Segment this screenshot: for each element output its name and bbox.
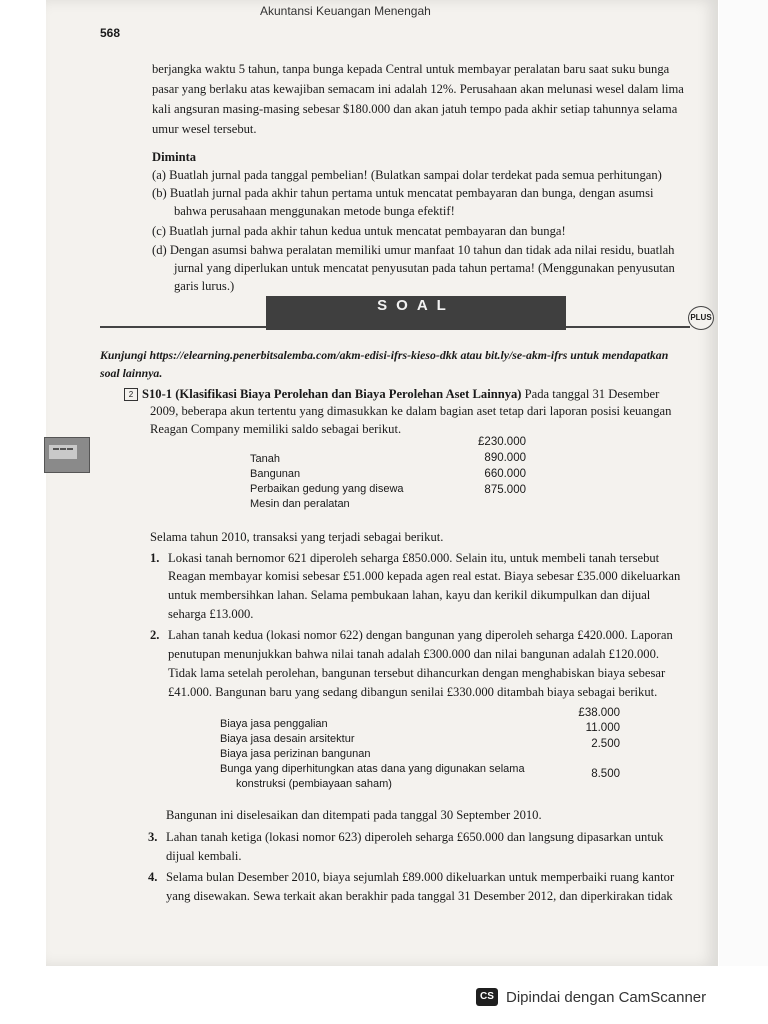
balance-value: 890.000 bbox=[484, 452, 526, 464]
cost-value: £38.000 bbox=[578, 707, 620, 719]
page-number: 568 bbox=[100, 26, 121, 40]
item-number: 3. bbox=[148, 830, 158, 844]
cost-label: Biaya jasa desain arsitektur bbox=[220, 733, 355, 745]
plus-badge: PLUS bbox=[688, 306, 714, 330]
diminta-item-d-cont: jurnal yang diperlukan untuk mencatat penyusutan pada tahun pertama! (Menggunakan penyusutan bbox=[174, 261, 675, 275]
item2-line: Tidak lama setelah perolehan, bangunan tersebut dihancurkan dengan menghabiskan biaya sebesar bbox=[168, 666, 666, 680]
problem-line: 2009, beberapa akun tertentu yang dimasukkan ke dalam bagian aset tetap dari laporan posisi keuangan bbox=[150, 404, 672, 418]
problem-title: S10-1 (Klasifikasi Biaya Perolehan dan Biaya Perolehan Aset Lainnya) bbox=[142, 387, 522, 401]
camscanner-footer bbox=[476, 982, 754, 1012]
balance-value: 875.000 bbox=[484, 484, 526, 496]
camscanner-logo-icon: CS bbox=[476, 988, 498, 1006]
balance-value: £230.000 bbox=[478, 436, 526, 448]
cost-value: 2.500 bbox=[591, 738, 620, 750]
item2-line: penutupan menunjukkan bahwa nilai tanah adalah £300.000 dan nilai bangunan adalah £120.000. bbox=[168, 647, 660, 661]
bangunan-line: Bangunan ini diselesaikan dan ditempati pada tanggal 30 September 2010. bbox=[166, 808, 542, 822]
item3-line: Lahan tanah ketiga (lokasi nomor 623) diperoleh seharga £650.000 dan langsung dipasarkan untuk bbox=[166, 830, 664, 844]
item3-line: dijual kembali. bbox=[166, 849, 242, 863]
camscanner-text: Dipindai dengan CamScanner bbox=[506, 988, 707, 1006]
difficulty-level-badge: 2 bbox=[124, 388, 138, 401]
balance-label: Perbaikan gedung yang disewa bbox=[250, 483, 404, 495]
intro-line: berjangka waktu 5 tahun, tanpa bunga kepada Central untuk membayar peralatan baru saat suku bunga bbox=[152, 62, 670, 76]
diminta-heading: Diminta bbox=[152, 150, 197, 164]
diminta-item-a: (a) Buatlah jurnal pada tanggal pembelian! (Bulatkan sampai dolar terdekat pada semua perhitungan) bbox=[152, 168, 662, 182]
item-number: 4. bbox=[148, 870, 158, 884]
book-title: Akuntansi Keuangan Menengah bbox=[260, 4, 431, 18]
intro-line: kali angsuran masing-masing sebesar $180.000 dan akan jatuh tempo pada akhir setiap tahunnya selama bbox=[152, 102, 678, 116]
cost-label: Biaya jasa perizinan bangunan bbox=[220, 748, 371, 760]
problem-title-rest: Pada tanggal 31 Desember bbox=[521, 387, 660, 401]
diminta-item-b: (b) Buatlah jurnal pada akhir tahun pertama untuk mencatat pembayaran dan bunga, dengan asumsi bbox=[152, 186, 654, 200]
selama-line: Selama tahun 2010, transaksi yang terjadi sebagai berikut. bbox=[150, 530, 444, 544]
kunjungi-prefix: Kunjungi bbox=[100, 348, 150, 362]
item4-line: yang disewakan. Sewa terkait akan berakhir pada tanggal 31 Desember 2012, dan diperkirakan tidak bbox=[166, 889, 673, 903]
diminta-item-d-cont: garis lurus.) bbox=[174, 279, 235, 293]
cost-value: 11.000 bbox=[585, 722, 620, 734]
balance-value: 660.000 bbox=[484, 468, 526, 480]
diminta-item-c: (c) Buatlah jurnal pada akhir tahun kedua untuk mencatat pembayaran dan bunga! bbox=[152, 224, 566, 238]
cost-value: 8.500 bbox=[591, 768, 620, 780]
cost-label-cont: konstruksi (pembiayaan saham) bbox=[236, 778, 392, 790]
problem-margin-icon bbox=[44, 437, 90, 473]
balance-label: Bangunan bbox=[250, 468, 301, 480]
cost-label: Biaya jasa penggalian bbox=[220, 718, 328, 730]
item1-line: Lokasi tanah bernomor 621 diperoleh seharga £850.000. Selain itu, untuk membeli tanah tersebut bbox=[168, 551, 660, 565]
item1-line: seharga £13.000. bbox=[168, 607, 254, 621]
cost-label: Bunga yang diperhitungkan atas dana yang digunakan selama bbox=[220, 763, 525, 775]
running-header bbox=[100, 4, 718, 38]
item4-line: Selama bulan Desember 2010, biaya sejumlah £89.000 dikeluarkan untuk memperbaiki ruang kantor bbox=[166, 870, 675, 884]
item2-line: £41.000. Bangunan baru yang sedang dibangun senilai £330.000 ditambah biaya sebagai berikut. bbox=[168, 685, 658, 699]
intro-line: pasar yang berlaku atas kewajiban semacam ini adalah 12%. Perusahaan akan melunasi wesel dalam lima bbox=[152, 82, 684, 96]
balance-label: Mesin dan peralatan bbox=[250, 498, 350, 510]
item2-line: Lahan tanah kedua (lokasi nomor 622) dengan bangunan yang diperoleh seharga £420.000. Laporan bbox=[168, 628, 673, 642]
diminta-item-d: (d) Dengan asumsi bahwa peralatan memiliki umur manfaat 10 tahun dan tidak ada nilai residu, buatlah bbox=[152, 243, 675, 257]
item1-line: Reagan membayar komisi sebesar £51.000 kepada agen real estat. Biaya sebesar £35.000 dikeluarkan bbox=[168, 569, 681, 583]
problem-line: Reagan Company memiliki saldo sebagai berikut. bbox=[150, 422, 402, 436]
problem-title-line bbox=[124, 385, 659, 403]
soal-banner: SOAL bbox=[266, 296, 566, 330]
intro-line: umur wesel tersebut. bbox=[152, 122, 257, 136]
item-number: 2. bbox=[150, 628, 160, 642]
kunjungi-line bbox=[100, 346, 668, 364]
page-gutter bbox=[719, 0, 768, 966]
item1-line: untuk membersihkan lahan. Selama pembukaan lahan, kayu dan kerikil dikumpulkan dan dijual bbox=[168, 588, 651, 602]
kunjungi-line-2: soal lainnya. bbox=[100, 366, 163, 380]
diminta-item-b-cont: bahwa perusahaan menggunakan metode bunga efektif! bbox=[174, 204, 455, 218]
item-number: 1. bbox=[150, 551, 160, 565]
kunjungi-suffix: untuk mendapatkan bbox=[567, 348, 669, 362]
balance-label: Tanah bbox=[250, 453, 280, 465]
kunjungi-url[interactable]: https://elearning.penerbitsalemba.com/akm-edisi-ifrs-kieso-dkk atau bit.ly/se-akm-ifrs bbox=[149, 348, 568, 362]
